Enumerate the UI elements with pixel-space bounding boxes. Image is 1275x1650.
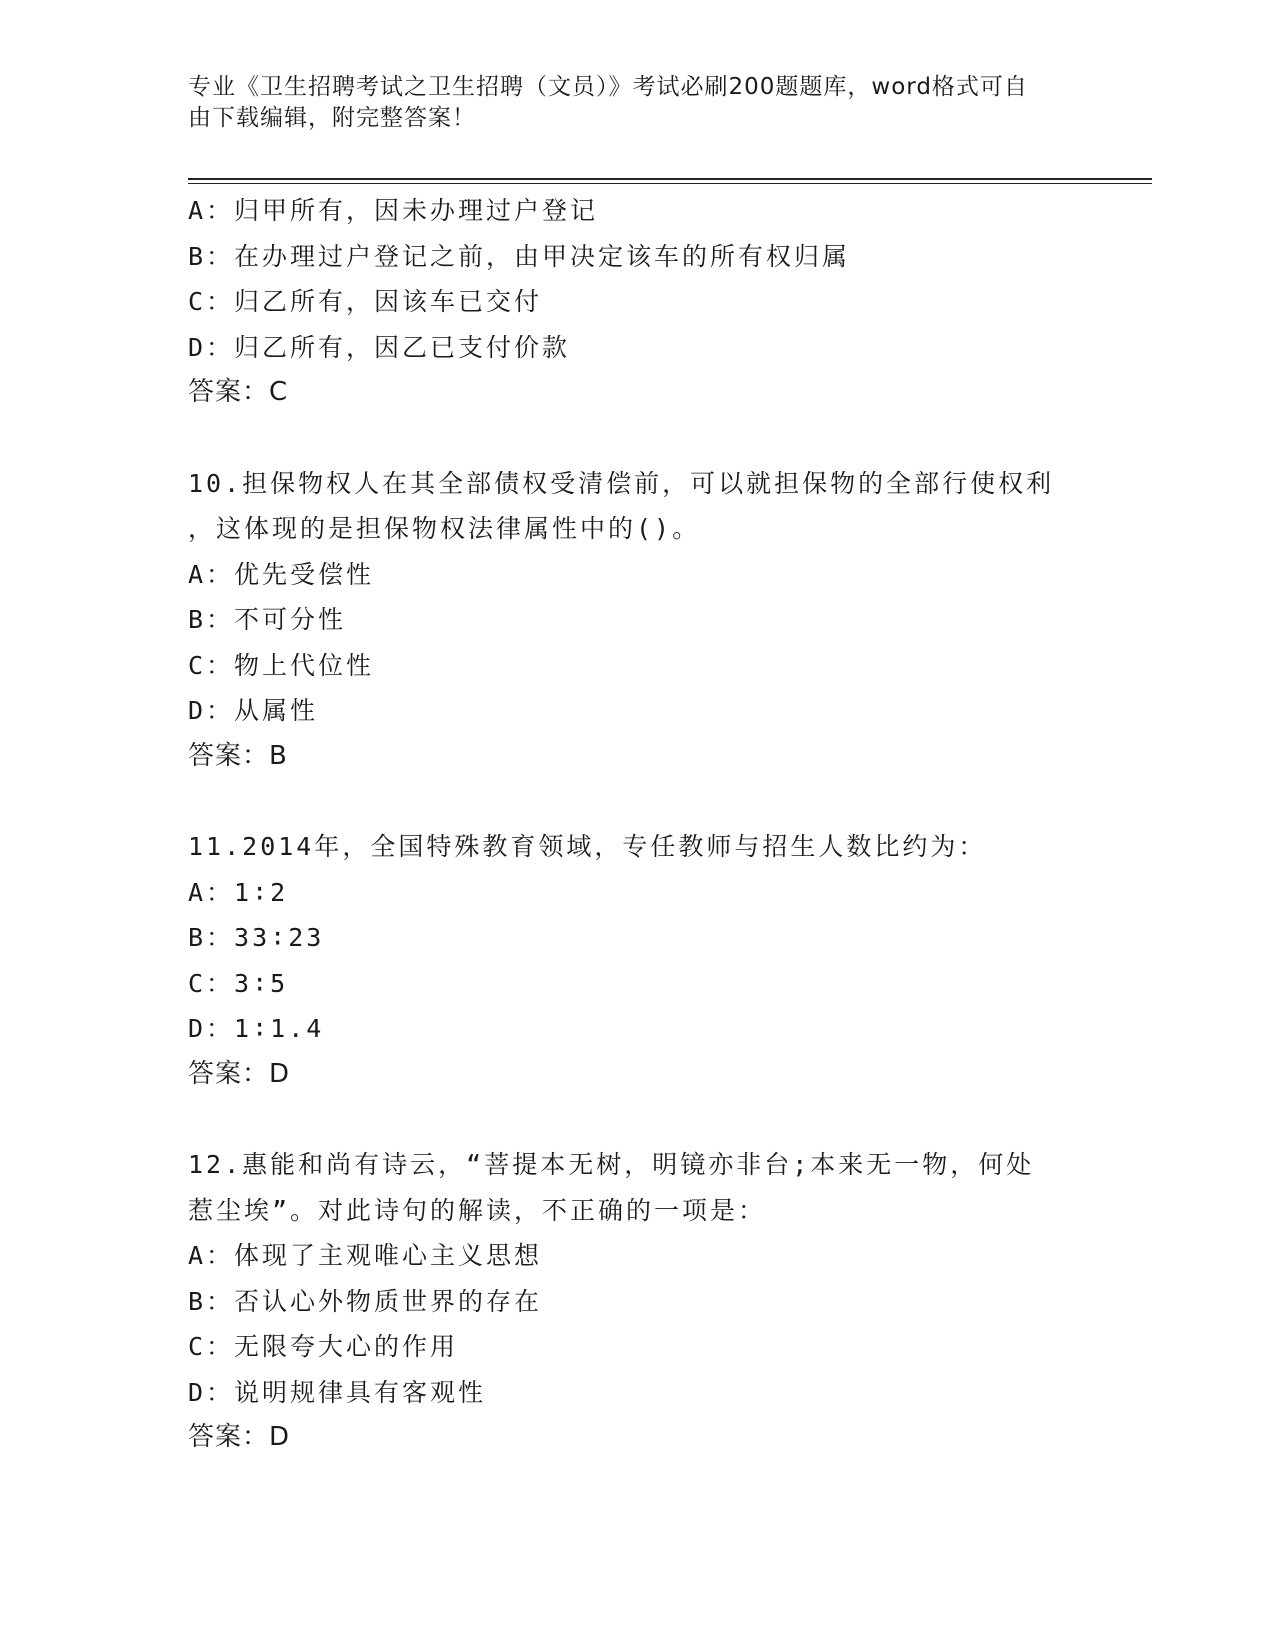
header-divider-thick bbox=[188, 178, 1152, 180]
option-c: C：3∶5 bbox=[188, 968, 289, 998]
option-b: B：33∶23 bbox=[188, 923, 325, 952]
option-d: D：1∶1.4 bbox=[188, 1014, 325, 1043]
option-b: B：不可分性 bbox=[188, 605, 347, 634]
option-c: C：无限夸大心的作用 bbox=[188, 1332, 459, 1361]
question-stem: 10.担保物权人在其全部债权受清偿前，可以就担保物的全部行使权利 bbox=[188, 468, 1055, 498]
question-9 bbox=[188, 188, 1088, 416]
option-c: C：归乙所有，因该车已交付 bbox=[188, 287, 543, 316]
option-d: D：归乙所有，因乙已支付价款 bbox=[188, 332, 571, 362]
option-d: D：从属性 bbox=[188, 696, 319, 725]
header-line-2: 由下载编辑，附完整答案！ bbox=[188, 105, 476, 131]
answer-line: 答案：C bbox=[188, 377, 289, 407]
option-d: D：说明规律具有客观性 bbox=[188, 1377, 487, 1407]
question-stem-continued: 惹尘埃”。对此诗句的解读，不正确的一项是： bbox=[188, 1195, 767, 1225]
option-a: A：归甲所有，因未办理过户登记 bbox=[188, 196, 599, 225]
spacer bbox=[188, 779, 1088, 824]
question-11 bbox=[188, 824, 1088, 1097]
header-divider-thin bbox=[188, 183, 1152, 184]
question-stem-continued: ，这体现的是担保物权法律属性中的()。 bbox=[188, 514, 701, 543]
option-b: B：在办理过户登记之前，由甲决定该车的所有权归属 bbox=[188, 241, 851, 271]
question-10 bbox=[188, 461, 1088, 780]
document-header bbox=[188, 72, 1068, 134]
option-a: A：1∶2 bbox=[188, 877, 289, 907]
header-line-1: 专业《卫生招聘考试之卫生招聘（文员）》考试必刷200题题库，word格式可自 bbox=[188, 74, 1028, 100]
option-a: A：优先受偿性 bbox=[188, 559, 375, 589]
answer-line: 答案：D bbox=[188, 1058, 291, 1089]
question-stem: 11.2014年，全国特殊教育领域，专任教师与招生人数比约为： bbox=[188, 832, 987, 861]
spacer bbox=[188, 416, 1088, 461]
question-stem: 12.惠能和尚有诗云，“菩提本无树，明镜亦非台;本来无一物，何处 bbox=[188, 1150, 1035, 1179]
option-c: C：物上代位性 bbox=[188, 650, 375, 680]
question-12 bbox=[188, 1142, 1088, 1461]
option-a: A：体现了主观唯心主义思想 bbox=[188, 1241, 543, 1270]
question-list bbox=[188, 188, 1088, 1461]
answer-line: 答案：B bbox=[188, 740, 288, 771]
answer-line: 答案：D bbox=[188, 1422, 291, 1452]
spacer bbox=[188, 1097, 1088, 1142]
option-b: B：否认心外物质世界的存在 bbox=[188, 1286, 543, 1316]
